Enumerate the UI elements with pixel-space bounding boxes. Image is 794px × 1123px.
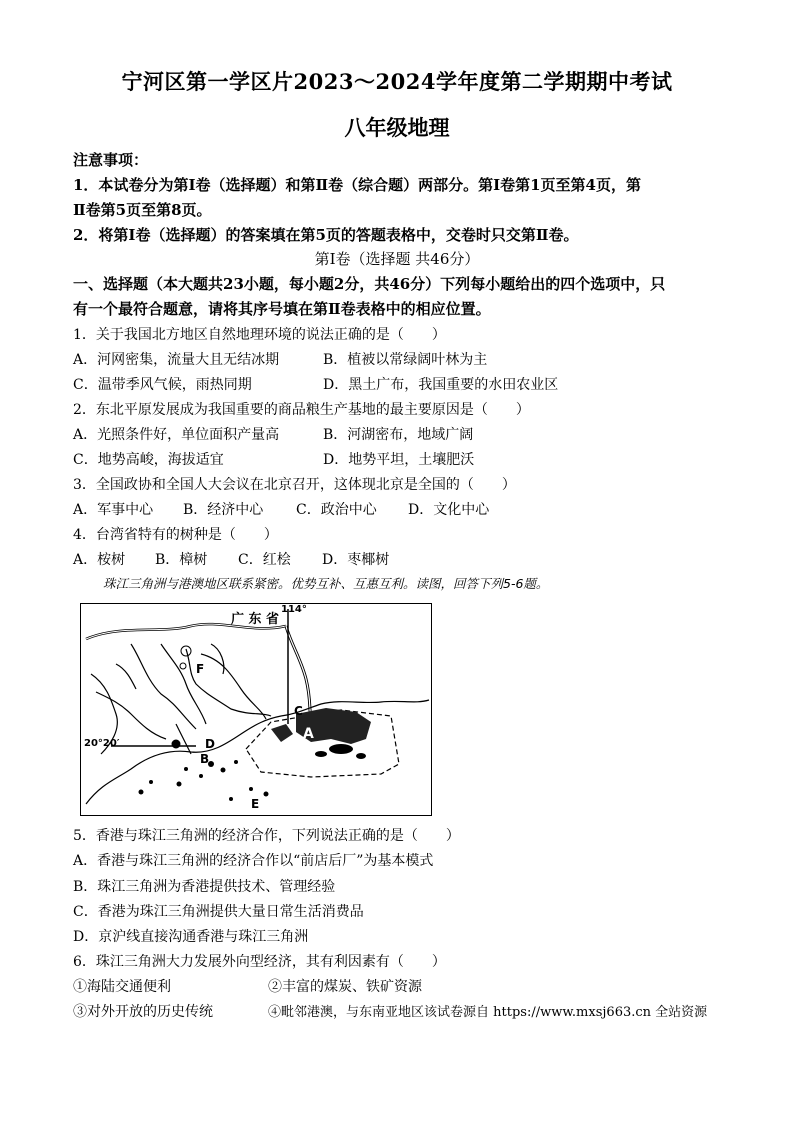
option-c: C．红桧	[238, 552, 291, 568]
point-label-e: E	[251, 797, 260, 811]
pearl-river-delta-map	[80, 603, 432, 816]
option-a: A．桉树	[73, 552, 126, 568]
option-c: C．香港为珠江三角洲提供大量日常生活消费品	[73, 904, 364, 920]
question-stem: 1．关于我国北方地区自然地理环境的说法正确的是（ ）	[73, 327, 446, 343]
option-c: C．温带季风气候，雨热同期	[73, 377, 252, 393]
option-a: A．军事中心	[73, 502, 154, 518]
option-d: D．地势平坦，土壤肥沃	[323, 452, 475, 468]
question-stem: 2．东北平原发展成为我国重要的商品粮生产基地的最主要原因是（ ）	[73, 402, 530, 418]
question-stem: 5．香港与珠江三角洲的经济合作，下列说法正确的是（ ）	[73, 828, 460, 844]
notes-item-2: 2．将第Ⅰ卷（选择题）的答案填在第5页的答题表格中，交卷时只交第Ⅱ卷。	[73, 226, 579, 244]
section-title: 第Ⅰ卷（选择题 共46分）	[314, 250, 480, 268]
option-b: B．珠江三角洲为香港提供技术、管理经验	[73, 879, 336, 895]
notes-heading: 注意事项：	[73, 151, 149, 169]
point-label-a: A	[303, 726, 314, 742]
option-c: C．政治中心	[296, 502, 377, 518]
option-4: ④毗邻港澳，与东南亚地区该试卷源自 https://www.mxsj663.cn 全站资源	[268, 1005, 708, 1020]
option-1: ①海陆交通便利	[73, 979, 171, 995]
section-instruction-a: 一、选择题（本大题共23小题，每小题2分，共46分）下列每小题给出的四个选项中，只	[73, 275, 666, 293]
option-a: A．光照条件好，单位面积产量高	[73, 427, 280, 443]
option-2: ②丰富的煤炭、铁矿资源	[268, 979, 422, 995]
notes-item-1a: 1．本试卷分为第Ⅰ卷（选择题）和第Ⅱ卷（综合题）两部分。第Ⅰ卷第1页至第4页，第	[73, 176, 641, 194]
point-label-b: B	[200, 752, 210, 766]
map-drawing	[81, 604, 432, 816]
option-d: D．黑土广布，我国重要的水田农业区	[323, 377, 559, 393]
point-label-d: D	[205, 737, 215, 751]
question-stem: 3．全国政协和全国人大会议在北京召开，这体现北京是全国的（ ）	[73, 477, 516, 493]
point-label-c: C	[294, 704, 303, 718]
question-stem: 6．珠江三角洲大力发展外向型经济，其有利因素有（ ）	[73, 954, 446, 970]
point-label-f: F	[196, 662, 205, 676]
map-intro: 珠江三角洲与港澳地区联系紧密。优势互补、互惠互利。读图，回答下列5-6题。	[103, 576, 549, 591]
option-a: A．香港与珠江三角洲的经济合作以“前店后厂”为基本模式	[73, 853, 434, 869]
option-d: D．文化中心	[408, 502, 490, 518]
option-d: D．京沪线直接沟通香港与珠江三角洲	[73, 929, 309, 945]
option-c: C．地势高峻，海拔适宜	[73, 452, 224, 468]
province-label: 广 东 省	[231, 612, 280, 627]
option-b: B．植被以常绿阔叶林为主	[323, 352, 488, 368]
latitude-label: 20°20′	[84, 738, 120, 749]
option-a: A．河网密集，流量大且无结冰期	[73, 352, 280, 368]
exam-subtitle: 八年级地理	[344, 115, 450, 140]
question-stem: 4．台湾省特有的树种是（ ）	[73, 527, 278, 543]
section-instruction-b: 有一个最符合题意，请将其序号填在第Ⅱ卷表格中的相应位置。	[73, 300, 491, 318]
longitude-label: 114°	[281, 604, 307, 615]
option-3: ③对外开放的历史传统	[73, 1004, 213, 1020]
option-b: B．河湖密布，地域广阔	[323, 427, 474, 443]
option-b: B．樟树	[155, 552, 208, 568]
exam-title: 宁河区第一学区片2023～2024学年度第二学期期中考试	[121, 69, 673, 94]
option-d: D．枣椰树	[322, 552, 390, 568]
notes-item-1b: Ⅱ卷第5页至第8页。	[73, 201, 212, 219]
option-b: B．经济中心	[183, 502, 264, 518]
